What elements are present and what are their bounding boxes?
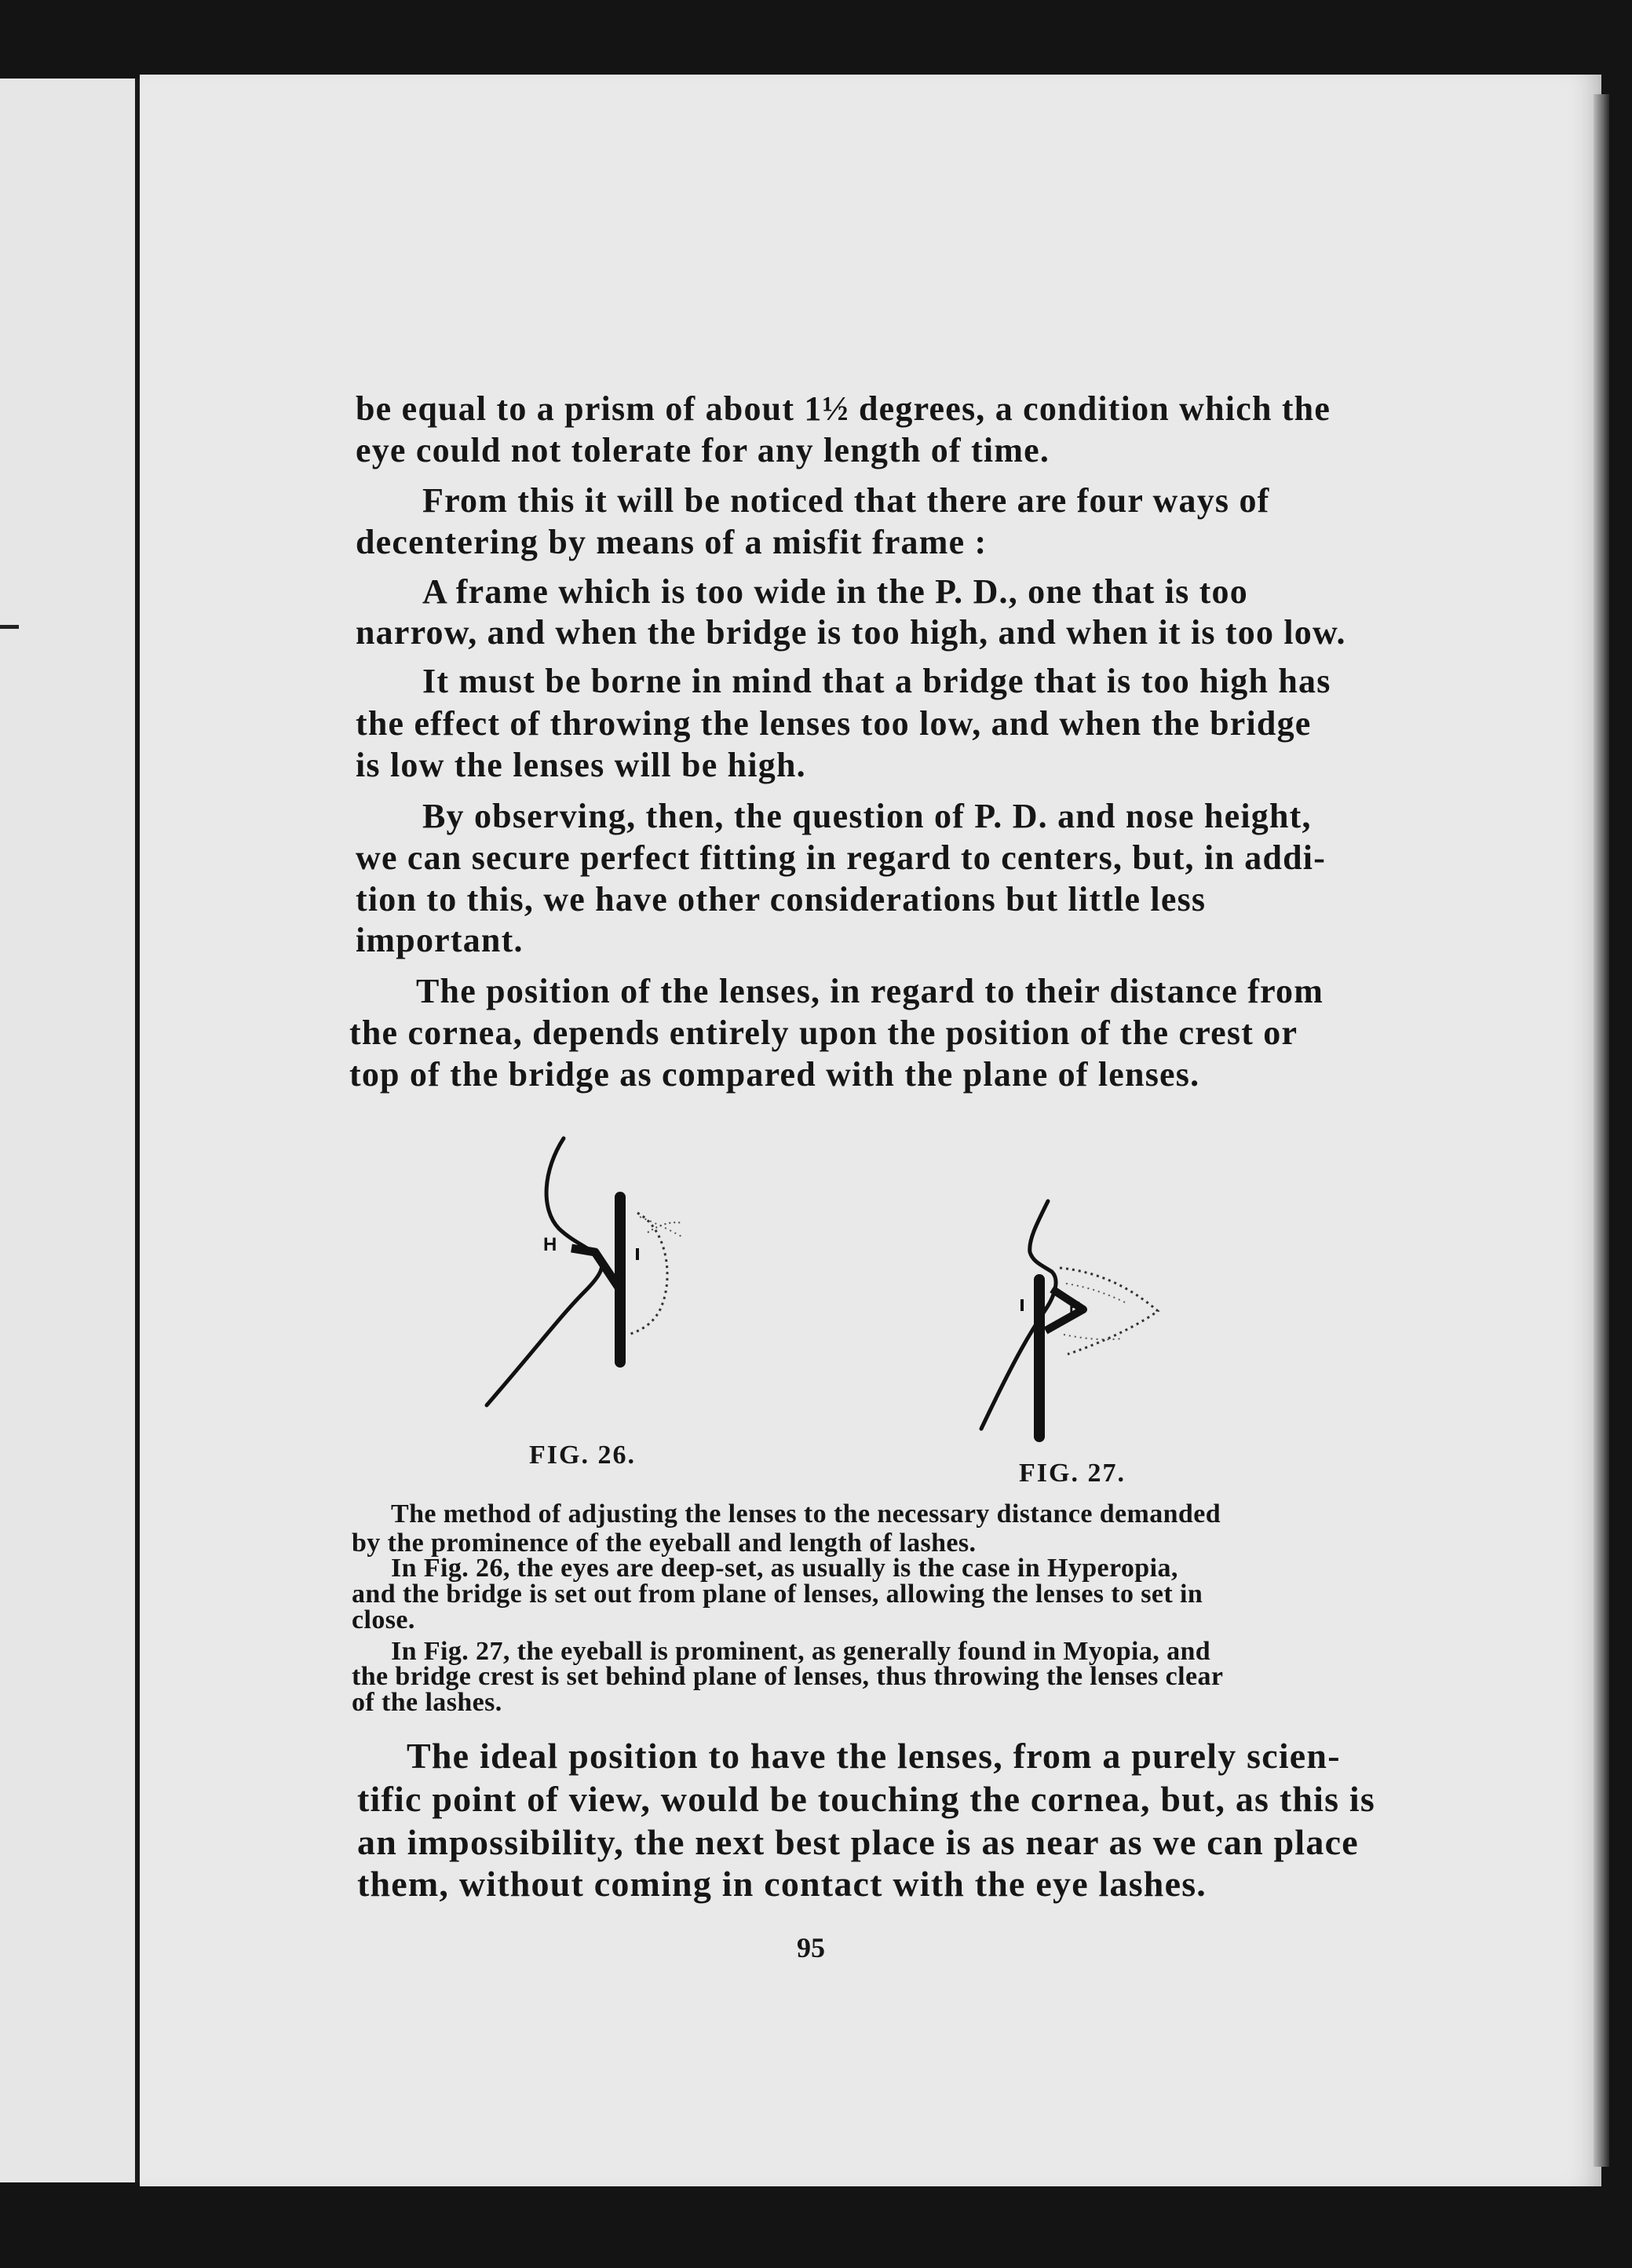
caption-line: of the lashes. <box>352 1688 502 1717</box>
body-line: tific point of view, would be touching the cornea, but, as this is <box>357 1779 1376 1819</box>
body-line: we can secure perfect fitting in regard to centers, but, in addi- <box>356 838 1327 877</box>
figure-26-diagram <box>471 1123 706 1421</box>
body-line: It must be borne in mind that a bridge that is too high has <box>422 662 1331 700</box>
body-line: the cornea, depends entirely upon the position of the crest or <box>349 1013 1298 1052</box>
left-page-mark <box>0 625 19 629</box>
body-line: The position of the lenses, in regard to their distance from <box>416 972 1324 1010</box>
body-line: important. <box>356 921 524 959</box>
body-line: narrow, and when the bridge is too high, and when it is too low. <box>356 613 1346 652</box>
body-line: decentering by means of a misfit frame : <box>356 523 988 561</box>
caption-line: the bridge crest is set behind plane of lenses, thus throwing the lenses clear <box>352 1662 1224 1691</box>
figure-26-label: FIG. 26. <box>529 1441 636 1470</box>
fig26-h-marker: H <box>543 1234 557 1255</box>
caption-line: The method of adjusting the lenses to the necessary distance demanded <box>391 1499 1221 1528</box>
caption-line: In Fig. 27, the eyeball is prominent, as generally found in Myopia, and <box>391 1637 1211 1666</box>
body-line: A frame which is too wide in the P. D., one that is too <box>422 572 1248 611</box>
left-page-margin <box>0 79 140 2182</box>
caption-line: In Fig. 26, the eyes are deep-set, as usually is the case in Hyperopia, <box>391 1554 1178 1583</box>
body-line: top of the bridge as compared with the plane of lenses. <box>349 1055 1200 1094</box>
body-line: eye could not tolerate for any length of time. <box>356 431 1050 469</box>
caption-line: by the prominence of the eyeball and length of lashes. <box>352 1528 977 1558</box>
fig27-h-marker: H <box>1069 1299 1081 1317</box>
figure-27-label: FIG. 27. <box>1019 1459 1126 1488</box>
body-line: them, without coming in contact with the eye lashes. <box>357 1864 1207 1904</box>
body-line: By observing, then, the question of P. D. and nose height, <box>422 797 1312 835</box>
body-line: From this it will be noticed that there are four ways of <box>422 481 1270 520</box>
body-line: tion to this, we have other considerations but little less <box>356 880 1207 919</box>
caption-line: and the bridge is set out from plane of lenses, allowing the lenses to set in <box>352 1580 1203 1609</box>
page-number: 95 <box>797 1932 825 1963</box>
body-line: an impossibility, the next best place is as near as we can place <box>357 1822 1359 1862</box>
body-line: be equal to a prism of about 1½ degrees, a condition which the <box>356 389 1331 428</box>
body-line: is low the lenses will be high. <box>356 746 806 784</box>
body-line: The ideal position to have the lenses, from a purely scien- <box>407 1736 1341 1776</box>
page-edge <box>1594 94 1609 2167</box>
caption-line: close. <box>352 1605 415 1634</box>
figure-27-diagram <box>973 1193 1209 1444</box>
body-line: the effect of throwing the lenses too low, and when the bridge <box>356 704 1312 743</box>
